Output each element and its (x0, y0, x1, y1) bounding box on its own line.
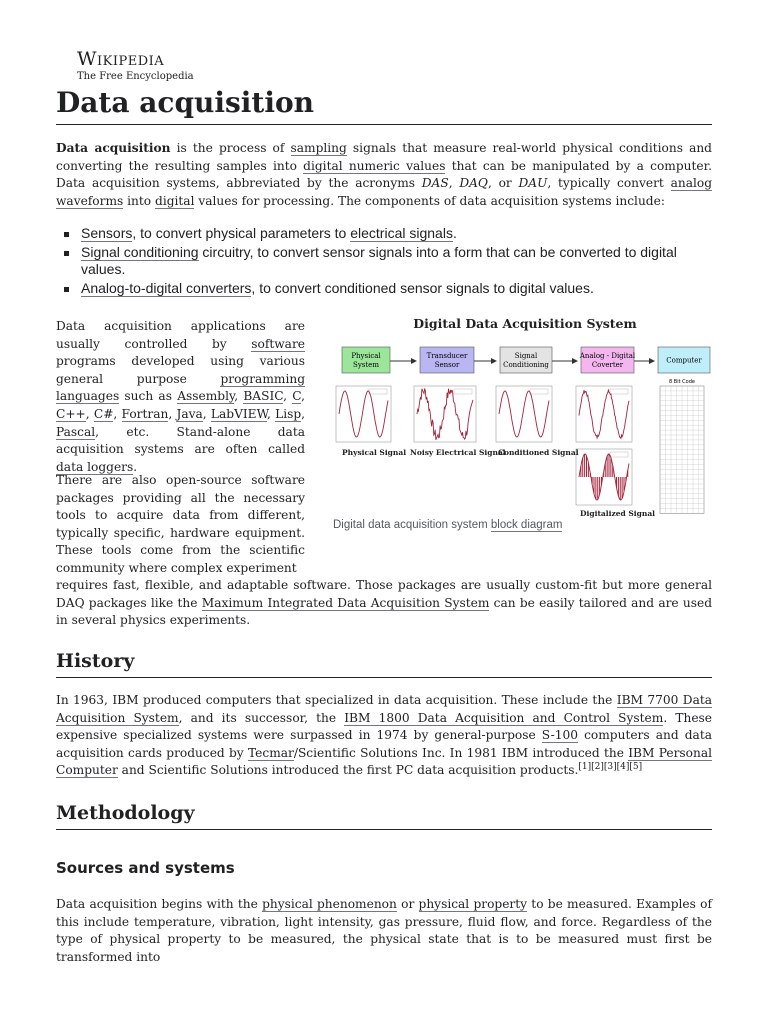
block-box (342, 347, 390, 373)
link-ibm-7700[interactable]: IBM 7700 Data Acquisition System (56, 693, 712, 725)
history-text: , and its successor, the (178, 710, 345, 725)
applications-paragraph: Data acquisition applications are usually controlled by software programs developed using various general purpose programming languages such as Assembly, BASIC, C, C++, C#, Fortran, Java, LabVIEW, Lisp, Pascal, etc. Stand-alone data acquisition systems are often called data loggers. (56, 319, 306, 474)
plot-frame (496, 386, 552, 442)
plot-label-physical: Physical Signal (342, 448, 407, 457)
link-sensors[interactable]: Sensors (81, 225, 133, 241)
link-pascal[interactable]: Pascal (56, 424, 96, 439)
opensource-paragraph-part2 (56, 577, 712, 630)
link-programming-languages[interactable]: programming languages (56, 371, 305, 404)
sources-paragraph (56, 896, 712, 966)
block-3 (500, 347, 552, 373)
plot-legend (454, 389, 472, 394)
link-lisp[interactable]: Lisp (275, 406, 302, 421)
block-label: Coverter (591, 361, 624, 369)
plot-converter-signal (576, 386, 632, 442)
history-text: computers and data acquisition cards produced by (56, 728, 712, 760)
apps-text: programs developed using various general purpose (56, 354, 305, 386)
list-item-text: . (452, 225, 457, 241)
acronym-daq: DAQ (459, 176, 488, 191)
heading-sources-and-systems: Sources and systems (56, 859, 235, 877)
components-list (62, 225, 712, 299)
intro-text: , (448, 176, 460, 191)
intro-text: values for processing. The components of data acquisition systems include: (194, 193, 665, 208)
link-c[interactable]: C (292, 389, 302, 404)
daq-figure[interactable] (320, 314, 712, 536)
link-digital[interactable]: digital (155, 193, 195, 208)
link-s100[interactable]: S-100 (541, 728, 578, 743)
logo-wordmark: Wikipedia (77, 48, 165, 70)
link-ibm-pc[interactable]: IBM Personal Computer (56, 745, 712, 778)
link-physical-property[interactable]: physical property (418, 897, 528, 911)
list-item-text: circuitry, to convert sensor signals into a form that can be converted to digital values. (81, 244, 677, 277)
link-analog-waveforms[interactable]: analog waveforms (56, 176, 713, 208)
list-item-text: , to convert conditioned sensor signals to digital values. (251, 280, 594, 296)
plot-conditioned-signal (496, 386, 552, 442)
page-title: Data acquisition (56, 84, 712, 125)
acronym-das: DAS (421, 176, 449, 191)
sources-text: or (396, 897, 419, 911)
block-label: Conditioning (503, 361, 549, 369)
link-fortran[interactable]: Fortran (121, 406, 169, 421)
opensource-text: can be easily tailored and are used in several physics experiments. (56, 595, 712, 628)
block-box (420, 347, 474, 373)
plot-legend (369, 389, 387, 394)
acronym-dau: DAU (518, 176, 548, 191)
block-1 (342, 347, 390, 373)
link-csharp[interactable]: C# (93, 406, 114, 421)
link-tecmar[interactable]: Tecmar (247, 745, 294, 760)
apps-text: such as (119, 389, 178, 404)
figure-caption (333, 519, 562, 531)
opensource-paragraph-part1: There are also open-source software packages providing all the necessary tools to acquire data from different, typically specific, hardware equipment. These tools come from the scientific community where complex experiment (56, 473, 305, 575)
plot-digitalized-signal (576, 449, 632, 505)
link-digital-numeric-values[interactable]: digital numeric values (303, 158, 446, 173)
block-label: Physical (351, 352, 381, 360)
plot-label-digitalized: Digitalized Signal (580, 509, 656, 518)
link-data-loggers[interactable]: data loggers (56, 459, 134, 474)
link-java[interactable]: Java (176, 406, 203, 421)
link-assembly[interactable]: Assembly (177, 389, 235, 404)
sources-text: to be measured. Examples of this include temperature, vibration, light intensity, gas pressure, fluid flow, and force. Regardless of the type of physical property to be measured, the physical state that is to be measured must first be transformed into (56, 897, 712, 964)
list-item-text: , to convert physical parameters to (132, 225, 351, 241)
heading-history: History (56, 648, 712, 678)
intro-paragraph (56, 140, 712, 210)
list-item (62, 225, 712, 242)
opensource-text: requires fast, flexible, and adaptable software. Those packages are usually custom-fit but more general DAQ packages like the (56, 578, 712, 610)
link-basic[interactable]: BASIC (243, 389, 284, 404)
plot-legend (530, 389, 548, 394)
heading-methodology: Methodology (56, 800, 712, 830)
block-label: Computer (666, 356, 702, 365)
history-text: and Scientific Solutions introduced the first PC data acquisition products. (117, 763, 579, 778)
intro-text: into (123, 193, 156, 208)
link-adc[interactable]: Analog-to-digital converters (81, 280, 252, 296)
list-item (62, 280, 712, 297)
reference-3[interactable]: [3] (603, 762, 617, 773)
intro-text: , typically convert (547, 176, 671, 191)
plot-legend (610, 389, 628, 394)
plot-frame (336, 386, 391, 442)
intro-text: signals that measure real-world physical conditions and converting the resulting samples into (56, 141, 712, 173)
link-ibm-1800[interactable]: IBM 1800 Data Acquisition and Control System (344, 710, 664, 725)
plot-label-noisy: Noisy Electrical Signal (410, 448, 506, 457)
list-item (62, 244, 712, 278)
link-cpp[interactable]: C++ (56, 406, 86, 421)
logo-tagline: The Free Encyclopedia (77, 71, 194, 82)
history-text: In 1963, IBM produced computers that specialized in data acquisition. These include the (56, 693, 617, 707)
reference-2[interactable]: [2] (591, 762, 604, 773)
reference-4[interactable]: [4] (616, 762, 630, 773)
lead-term: Data acquisition (56, 141, 171, 155)
history-text: /Scientific Solutions Inc. In 1981 IBM introduced the (293, 745, 629, 760)
intro-text: , or (487, 176, 519, 191)
block-box (500, 347, 552, 373)
link-electrical-signals[interactable]: electrical signals (350, 225, 453, 241)
plot-physical-signal (336, 386, 391, 442)
link-block-diagram[interactable]: block diagram (490, 519, 563, 531)
wikipedia-logo[interactable] (77, 48, 194, 83)
block-label: Analog - Digital (579, 352, 636, 360)
daq-block-diagram (320, 314, 712, 514)
reference-1[interactable]: [1] (578, 762, 592, 773)
figure-title: Digital Data Acquisition System (413, 316, 637, 331)
bit-table-header: 8 Bit Code (669, 379, 695, 385)
block-4 (579, 347, 636, 373)
block-5 (658, 347, 710, 373)
link-labview[interactable]: LabVIEW (210, 406, 267, 421)
block-label: System (353, 361, 379, 369)
intro-text: is the process of (170, 141, 291, 155)
sources-text: Data acquisition begins with the (56, 897, 263, 911)
caption-text: Digital data acquisition system (333, 519, 491, 531)
plot-legend (610, 452, 628, 457)
block-box (581, 347, 634, 373)
reference-5[interactable]: [5] (629, 762, 643, 773)
apps-text: , etc. Stand-alone data acquisition systems are often called (56, 424, 305, 457)
plot-label-conditioned: Conditioned Signal (498, 448, 579, 457)
link-signal-conditioning[interactable]: Signal conditioning (81, 244, 199, 260)
block-2 (420, 347, 474, 373)
block-label: Sensor (434, 361, 460, 369)
link-sampling[interactable]: sampling (290, 141, 347, 155)
block-label: Transducer (426, 352, 468, 360)
history-paragraph (56, 692, 712, 780)
link-midas[interactable]: Maximum Integrated Data Acquisition System (201, 595, 490, 610)
link-physical-phenomenon[interactable]: physical phenomenon (262, 897, 397, 911)
history-text: . These expensive specialized systems were surpassed in 1974 by general-purpose (56, 710, 713, 743)
plot-noisy-signal (414, 386, 476, 442)
link-software[interactable]: software (251, 336, 305, 351)
apps-text: . (133, 459, 138, 474)
apps-text: Data acquisition applications are usually controlled by (56, 319, 305, 351)
block-label: Signal (514, 352, 538, 360)
intro-text: that can be manipulated by a computer. Data acquisition systems, abbreviated by the acronyms (56, 158, 712, 191)
